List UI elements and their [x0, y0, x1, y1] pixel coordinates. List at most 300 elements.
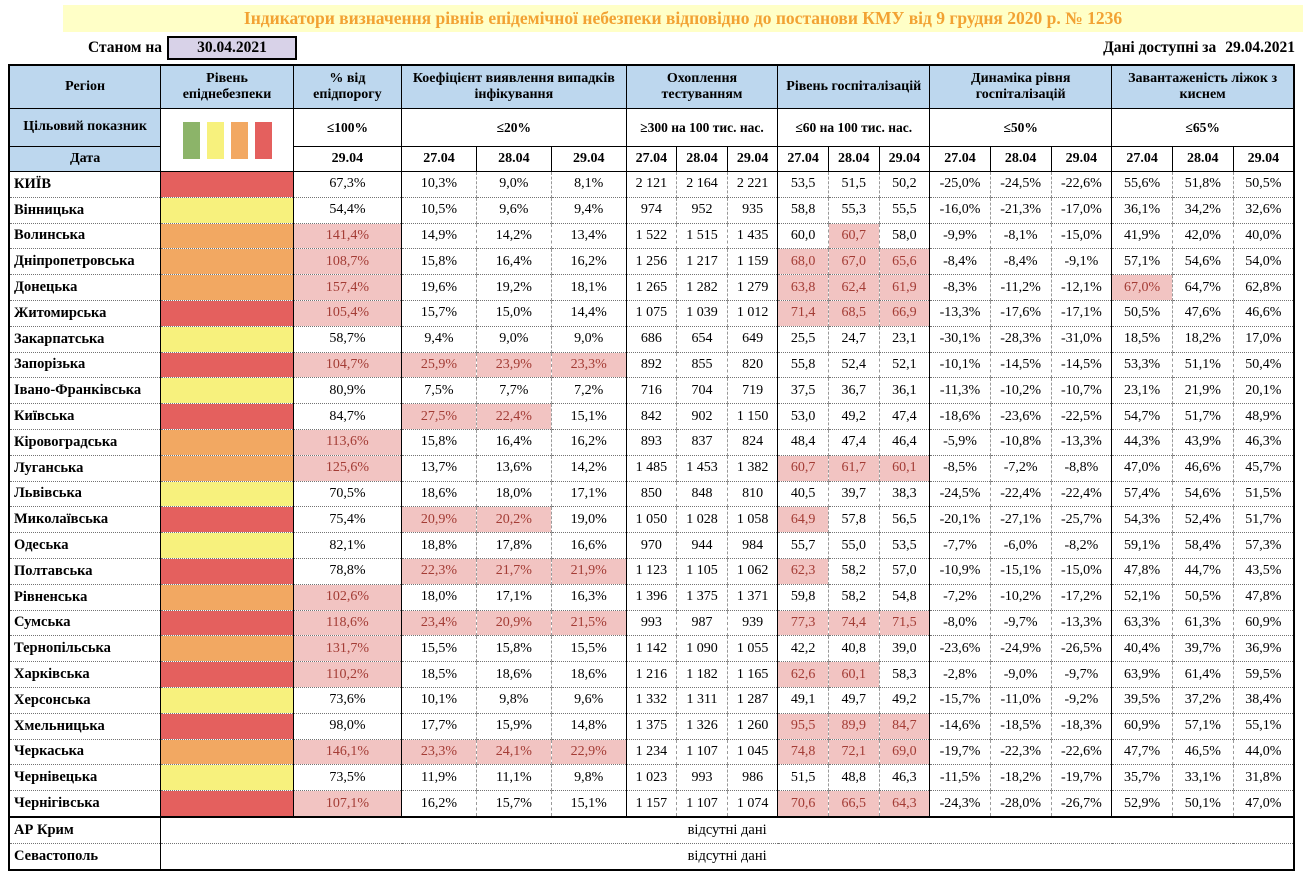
- value-cell: 104,7%: [293, 352, 401, 378]
- value-cell: -10,1%: [930, 352, 991, 378]
- value-cell: 84,7: [879, 713, 930, 739]
- region-cell: Запорізька: [9, 352, 161, 378]
- value-cell: 40,0%: [1233, 223, 1294, 249]
- value-cell: -10,8%: [990, 429, 1051, 455]
- value-cell: 1 282: [677, 275, 728, 301]
- value-cell: 10,1%: [402, 687, 477, 713]
- value-cell: 63,8: [778, 275, 829, 301]
- value-cell: -5,9%: [930, 429, 991, 455]
- level-cell: [161, 326, 294, 352]
- value-cell: -17,0%: [1051, 197, 1112, 223]
- value-cell: -24,9%: [990, 636, 1051, 662]
- value-cell: 48,8: [828, 765, 879, 791]
- value-cell: 41,9%: [1112, 223, 1173, 249]
- value-cell: 55,6%: [1112, 172, 1173, 198]
- value-cell: -8,4%: [990, 249, 1051, 275]
- value-cell: 1 375: [626, 713, 677, 739]
- value-cell: 53,5: [879, 533, 930, 559]
- value-cell: 39,5%: [1112, 687, 1173, 713]
- value-cell: -24,3%: [930, 791, 991, 817]
- value-cell: 60,1: [828, 662, 879, 688]
- value-cell: -15,0%: [1051, 558, 1112, 584]
- table-row: [9, 404, 1294, 430]
- value-cell: 46,6%: [1233, 300, 1294, 326]
- subheader: [8, 33, 1303, 63]
- value-cell: 1 453: [677, 455, 728, 481]
- value-cell: -18,3%: [1051, 713, 1112, 739]
- value-cell: 46,3%: [1233, 429, 1294, 455]
- value-cell: 2 121: [626, 172, 677, 198]
- value-cell: 7,5%: [402, 378, 477, 404]
- value-cell: 18,0%: [476, 481, 551, 507]
- region-cell: Рівненська: [9, 584, 161, 610]
- value-cell: 55,0: [828, 533, 879, 559]
- table-row: [9, 584, 1294, 610]
- value-cell: 53,3%: [1112, 352, 1173, 378]
- value-cell: 719: [727, 378, 778, 404]
- value-cell: 25,9%: [402, 352, 477, 378]
- table-row-no-data: [9, 817, 1294, 843]
- value-cell: 986: [727, 765, 778, 791]
- value-cell: 20,2%: [476, 507, 551, 533]
- value-cell: 7,7%: [476, 378, 551, 404]
- value-cell: 17,8%: [476, 533, 551, 559]
- value-cell: -22,3%: [990, 739, 1051, 765]
- value-cell: 1 217: [677, 249, 728, 275]
- table-row: [9, 455, 1294, 481]
- value-cell: 36,7: [828, 378, 879, 404]
- value-cell: 68,5: [828, 300, 879, 326]
- value-cell: 1 182: [677, 662, 728, 688]
- value-cell: 1 055: [727, 636, 778, 662]
- value-cell: 62,4: [828, 275, 879, 301]
- value-cell: 58,2: [828, 584, 879, 610]
- value-cell: 50,5%: [1233, 172, 1294, 198]
- region-cell: Житомирська: [9, 300, 161, 326]
- value-cell: 16,2%: [551, 249, 626, 275]
- table-row: [9, 533, 1294, 559]
- value-cell: 54,4%: [293, 197, 401, 223]
- value-cell: -19,7%: [930, 739, 991, 765]
- legend-orange-swatch: [231, 122, 248, 159]
- data-available-block: [1103, 39, 1295, 57]
- value-cell: -10,2%: [990, 584, 1051, 610]
- value-cell: 66,5: [828, 791, 879, 817]
- value-cell: 40,8: [828, 636, 879, 662]
- value-cell: -15,1%: [990, 558, 1051, 584]
- table-row: [9, 662, 1294, 688]
- value-cell: -11,2%: [990, 275, 1051, 301]
- value-cell: 59,8: [778, 584, 829, 610]
- table-row: [9, 791, 1294, 817]
- value-cell: 50,4%: [1233, 352, 1294, 378]
- value-cell: 1 123: [626, 558, 677, 584]
- value-cell: 64,3: [879, 791, 930, 817]
- level-cell: [161, 584, 294, 610]
- threshold-3: ≤60 на 100 тис. нас.: [778, 109, 930, 147]
- value-cell: -17,6%: [990, 300, 1051, 326]
- value-cell: 55,1%: [1233, 713, 1294, 739]
- value-cell: -9,9%: [930, 223, 991, 249]
- date-1-2: 29.04: [551, 147, 626, 172]
- region-cell: АР Крим: [9, 817, 161, 843]
- group-header-5: Завантаженість ліжок з киснем: [1112, 65, 1294, 109]
- value-cell: 15,1%: [551, 404, 626, 430]
- value-cell: 51,5: [828, 172, 879, 198]
- value-cell: 52,4: [828, 352, 879, 378]
- level-cell: [161, 481, 294, 507]
- value-cell: 22,9%: [551, 739, 626, 765]
- level-cell: [161, 378, 294, 404]
- date-4-0: 27.04: [930, 147, 991, 172]
- value-cell: 18,6%: [476, 662, 551, 688]
- value-cell: 18,1%: [551, 275, 626, 301]
- value-cell: 58,7%: [293, 326, 401, 352]
- value-cell: 824: [727, 429, 778, 455]
- value-cell: 15,5%: [551, 636, 626, 662]
- region-cell: Чернівецька: [9, 765, 161, 791]
- value-cell: 848: [677, 481, 728, 507]
- value-cell: 58,4%: [1172, 533, 1233, 559]
- value-cell: 1 260: [727, 713, 778, 739]
- value-cell: 118,6%: [293, 610, 401, 636]
- value-cell: 16,4%: [476, 249, 551, 275]
- value-cell: 58,3: [879, 662, 930, 688]
- value-cell: 52,1: [879, 352, 930, 378]
- value-cell: 23,3%: [551, 352, 626, 378]
- value-cell: 14,2%: [551, 455, 626, 481]
- value-cell: 2 221: [727, 172, 778, 198]
- table-row: [9, 558, 1294, 584]
- value-cell: 939: [727, 610, 778, 636]
- value-cell: 22,4%: [476, 404, 551, 430]
- value-cell: 49,7: [828, 687, 879, 713]
- value-cell: 32,6%: [1233, 197, 1294, 223]
- value-cell: 14,2%: [476, 223, 551, 249]
- date-1-1: 28.04: [476, 147, 551, 172]
- value-cell: 75,4%: [293, 507, 401, 533]
- data-available-label: Дані доступні за: [1103, 39, 1217, 56]
- value-cell: -15,7%: [930, 687, 991, 713]
- value-cell: 58,2: [828, 558, 879, 584]
- level-cell: [161, 558, 294, 584]
- value-cell: 1 107: [677, 739, 728, 765]
- value-cell: 39,7: [828, 481, 879, 507]
- value-cell: 62,3: [778, 558, 829, 584]
- value-cell: 1 279: [727, 275, 778, 301]
- value-cell: 24,7: [828, 326, 879, 352]
- value-cell: -26,5%: [1051, 636, 1112, 662]
- region-cell: Одеська: [9, 533, 161, 559]
- value-cell: -30,1%: [930, 326, 991, 352]
- table-row: [9, 687, 1294, 713]
- group-header-4: Динаміка рівня госпіталізацій: [930, 65, 1112, 109]
- value-cell: -27,1%: [990, 507, 1051, 533]
- region-cell: Полтавська: [9, 558, 161, 584]
- level-cell: [161, 765, 294, 791]
- value-cell: 62,8%: [1233, 275, 1294, 301]
- value-cell: 52,1%: [1112, 584, 1173, 610]
- value-cell: 47,0%: [1112, 455, 1173, 481]
- value-cell: -22,4%: [1051, 481, 1112, 507]
- date-row-label: Дата: [9, 147, 161, 172]
- value-cell: 52,4%: [1172, 507, 1233, 533]
- level-cell: [161, 404, 294, 430]
- value-cell: 48,4: [778, 429, 829, 455]
- value-cell: 55,3: [828, 197, 879, 223]
- table-row: [9, 197, 1294, 223]
- value-cell: 13,4%: [551, 223, 626, 249]
- table-body: [9, 172, 1294, 870]
- value-cell: 9,4%: [551, 197, 626, 223]
- value-cell: 53,0: [778, 404, 829, 430]
- value-cell: 35,7%: [1112, 765, 1173, 791]
- value-cell: -22,6%: [1051, 739, 1112, 765]
- value-cell: 1 371: [727, 584, 778, 610]
- value-cell: -25,7%: [1051, 507, 1112, 533]
- table-row: [9, 275, 1294, 301]
- region-cell: Черкаська: [9, 739, 161, 765]
- group-header-1: Коефіцієнт виявлення випадків інфікування: [402, 65, 627, 109]
- value-cell: 1 485: [626, 455, 677, 481]
- value-cell: 15,0%: [476, 300, 551, 326]
- region-cell: Донецька: [9, 275, 161, 301]
- region-cell: Кіровоградська: [9, 429, 161, 455]
- data-available-date: 29.04.2021: [1225, 39, 1295, 56]
- level-cell: [161, 455, 294, 481]
- value-cell: -10,2%: [990, 378, 1051, 404]
- level-cell: [161, 197, 294, 223]
- value-cell: 952: [677, 197, 728, 223]
- region-cell: Львівська: [9, 481, 161, 507]
- value-cell: 95,5: [778, 713, 829, 739]
- value-cell: 984: [727, 533, 778, 559]
- value-cell: 1 159: [727, 249, 778, 275]
- value-cell: 15,8%: [402, 429, 477, 455]
- value-cell: 52,9%: [1112, 791, 1173, 817]
- value-cell: -11,5%: [930, 765, 991, 791]
- value-cell: 67,0%: [1112, 275, 1173, 301]
- value-cell: 37,5: [778, 378, 829, 404]
- value-cell: -23,6%: [930, 636, 991, 662]
- value-cell: 66,9: [879, 300, 930, 326]
- value-cell: 51,1%: [1172, 352, 1233, 378]
- value-cell: 46,5%: [1172, 739, 1233, 765]
- value-cell: 1 515: [677, 223, 728, 249]
- value-cell: 49,1: [778, 687, 829, 713]
- value-cell: 18,6%: [402, 481, 477, 507]
- value-cell: -15,0%: [1051, 223, 1112, 249]
- value-cell: 987: [677, 610, 728, 636]
- value-cell: 67,3%: [293, 172, 401, 198]
- threshold-4: ≤50%: [930, 109, 1112, 147]
- value-cell: 59,5%: [1233, 662, 1294, 688]
- level-cell: [161, 662, 294, 688]
- value-cell: 16,2%: [402, 791, 477, 817]
- value-cell: 1 375: [677, 584, 728, 610]
- value-cell: 60,0: [778, 223, 829, 249]
- value-cell: 649: [727, 326, 778, 352]
- value-cell: -13,3%: [1051, 610, 1112, 636]
- value-cell: 842: [626, 404, 677, 430]
- value-cell: 9,0%: [476, 172, 551, 198]
- value-cell: 993: [677, 765, 728, 791]
- value-cell: -9,0%: [990, 662, 1051, 688]
- level-cell: [161, 533, 294, 559]
- value-cell: 131,7%: [293, 636, 401, 662]
- region-cell: Херсонська: [9, 687, 161, 713]
- value-cell: 935: [727, 197, 778, 223]
- value-cell: -17,2%: [1051, 584, 1112, 610]
- value-cell: 892: [626, 352, 677, 378]
- value-cell: 48,9%: [1233, 404, 1294, 430]
- date-2-0: 27.04: [626, 147, 677, 172]
- date-4-2: 29.04: [1051, 147, 1112, 172]
- value-cell: 7,2%: [551, 378, 626, 404]
- value-cell: 1 234: [626, 739, 677, 765]
- legend-yellow-swatch: [207, 122, 224, 159]
- value-cell: 14,4%: [551, 300, 626, 326]
- value-cell: -8,4%: [930, 249, 991, 275]
- value-cell: 21,7%: [476, 558, 551, 584]
- value-cell: 1 058: [727, 507, 778, 533]
- value-cell: 1 157: [626, 791, 677, 817]
- date-4-1: 28.04: [990, 147, 1051, 172]
- value-cell: 64,7%: [1172, 275, 1233, 301]
- value-cell: -8,8%: [1051, 455, 1112, 481]
- value-cell: 850: [626, 481, 677, 507]
- value-cell: 1 150: [727, 404, 778, 430]
- value-cell: 45,7%: [1233, 455, 1294, 481]
- value-cell: -22,5%: [1051, 404, 1112, 430]
- threshold-5: ≤65%: [1112, 109, 1294, 147]
- value-cell: 108,7%: [293, 249, 401, 275]
- value-cell: 14,8%: [551, 713, 626, 739]
- value-cell: -19,7%: [1051, 765, 1112, 791]
- value-cell: 47,8%: [1233, 584, 1294, 610]
- value-cell: 1 435: [727, 223, 778, 249]
- value-cell: 1 382: [727, 455, 778, 481]
- table-row: [9, 765, 1294, 791]
- level-cell: [161, 610, 294, 636]
- value-cell: 17,7%: [402, 713, 477, 739]
- value-cell: 47,8%: [1112, 558, 1173, 584]
- value-cell: 110,2%: [293, 662, 401, 688]
- value-cell: 9,6%: [551, 687, 626, 713]
- value-cell: -11,0%: [990, 687, 1051, 713]
- value-cell: 18,5%: [1112, 326, 1173, 352]
- value-cell: -25,0%: [930, 172, 991, 198]
- value-cell: 58,8: [778, 197, 829, 223]
- value-cell: 54,7%: [1112, 404, 1173, 430]
- value-cell: 17,0%: [1233, 326, 1294, 352]
- legend-red-swatch: [255, 122, 272, 159]
- value-cell: -8,3%: [930, 275, 991, 301]
- value-cell: 23,3%: [402, 739, 477, 765]
- date-2-1: 28.04: [677, 147, 728, 172]
- value-cell: 57,8: [828, 507, 879, 533]
- level-cell: [161, 300, 294, 326]
- value-cell: -18,6%: [930, 404, 991, 430]
- value-cell: 17,1%: [476, 584, 551, 610]
- level-legend: [161, 109, 294, 172]
- value-cell: -11,3%: [930, 378, 991, 404]
- value-cell: 1 165: [727, 662, 778, 688]
- value-cell: -23,6%: [990, 404, 1051, 430]
- value-cell: 51,8%: [1172, 172, 1233, 198]
- value-cell: 55,7: [778, 533, 829, 559]
- value-cell: 40,4%: [1112, 636, 1173, 662]
- value-cell: 82,1%: [293, 533, 401, 559]
- value-cell: 855: [677, 352, 728, 378]
- value-cell: 10,3%: [402, 172, 477, 198]
- value-cell: 70,6: [778, 791, 829, 817]
- value-cell: 43,9%: [1172, 429, 1233, 455]
- level-cell: [161, 713, 294, 739]
- value-cell: 686: [626, 326, 677, 352]
- value-cell: -28,3%: [990, 326, 1051, 352]
- region-cell: Київська: [9, 404, 161, 430]
- value-cell: 1 039: [677, 300, 728, 326]
- value-cell: 16,6%: [551, 533, 626, 559]
- region-cell: Тернопільська: [9, 636, 161, 662]
- value-cell: 61,3%: [1172, 610, 1233, 636]
- level-cell: [161, 739, 294, 765]
- value-cell: 1 105: [677, 558, 728, 584]
- value-cell: 1 256: [626, 249, 677, 275]
- value-cell: 70,5%: [293, 481, 401, 507]
- value-cell: 60,1: [879, 455, 930, 481]
- value-cell: 820: [727, 352, 778, 378]
- value-cell: 113,6%: [293, 429, 401, 455]
- value-cell: 57,4%: [1112, 481, 1173, 507]
- threshold-0: ≤100%: [293, 109, 401, 147]
- value-cell: 49,2: [879, 687, 930, 713]
- value-cell: 1 045: [727, 739, 778, 765]
- value-cell: 54,3%: [1112, 507, 1173, 533]
- value-cell: 11,9%: [402, 765, 477, 791]
- value-cell: 1 396: [626, 584, 677, 610]
- value-cell: 37,2%: [1172, 687, 1233, 713]
- table-row: [9, 739, 1294, 765]
- table-row: [9, 249, 1294, 275]
- value-cell: 61,9: [879, 275, 930, 301]
- value-cell: 61,4%: [1172, 662, 1233, 688]
- value-cell: 15,8%: [402, 249, 477, 275]
- value-cell: 10,5%: [402, 197, 477, 223]
- value-cell: 1 216: [626, 662, 677, 688]
- value-cell: 56,5: [879, 507, 930, 533]
- value-cell: 21,9%: [1172, 378, 1233, 404]
- value-cell: -8,1%: [990, 223, 1051, 249]
- value-cell: 25,5: [778, 326, 829, 352]
- value-cell: 73,6%: [293, 687, 401, 713]
- value-cell: 62,6: [778, 662, 829, 688]
- value-cell: 16,3%: [551, 584, 626, 610]
- value-cell: 57,3%: [1233, 533, 1294, 559]
- level-cell: [161, 429, 294, 455]
- table-row: [9, 610, 1294, 636]
- value-cell: -10,7%: [1051, 378, 1112, 404]
- table-header: [9, 65, 1294, 172]
- value-cell: 40,5: [778, 481, 829, 507]
- value-cell: 15,7%: [476, 791, 551, 817]
- value-cell: -24,5%: [990, 172, 1051, 198]
- value-cell: 9,8%: [476, 687, 551, 713]
- value-cell: 71,5: [879, 610, 930, 636]
- value-cell: -21,3%: [990, 197, 1051, 223]
- value-cell: 78,8%: [293, 558, 401, 584]
